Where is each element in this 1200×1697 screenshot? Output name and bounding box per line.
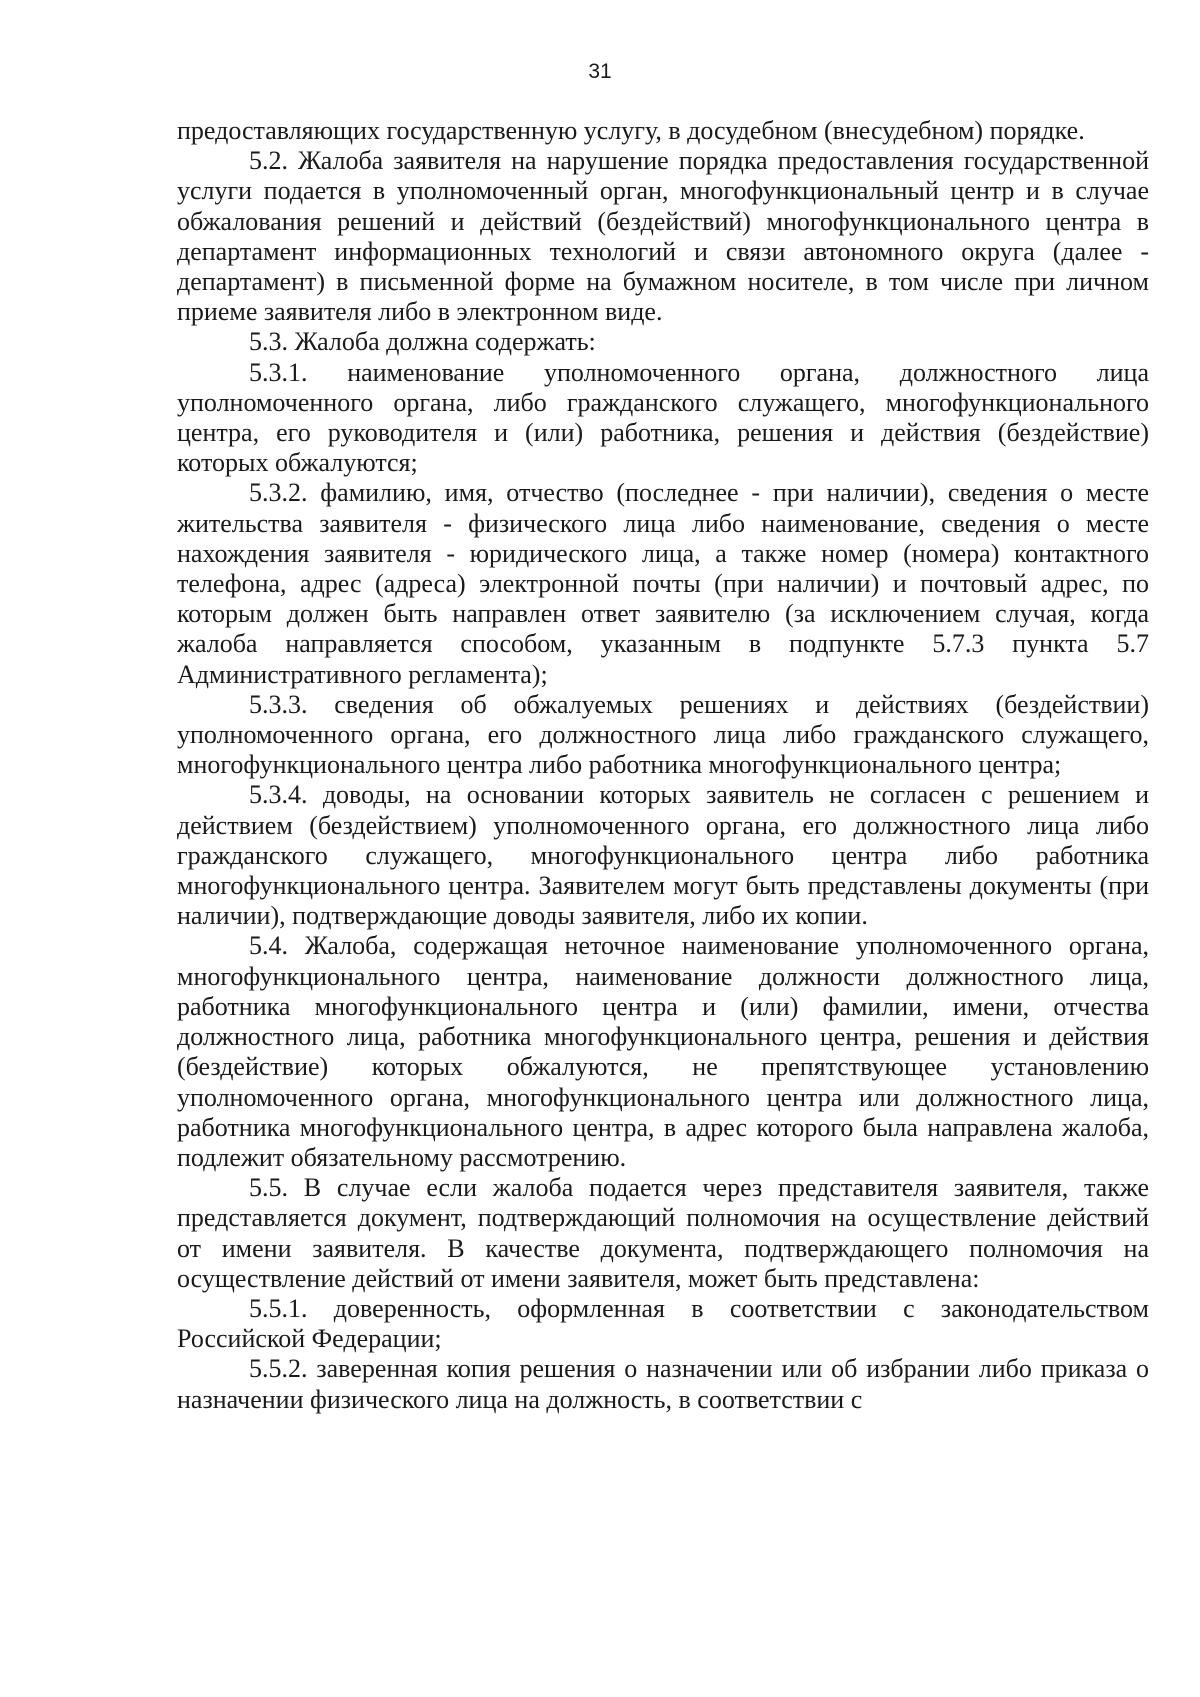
paragraph-5-4: 5.4. Жалоба, содержащая неточное наименование уполномоченного органа, многофункционального центра, наименование должности должностного лица, работника многофункционального центра и (или) фамилии, имени, отчества должностного лица, работника многофункционального центра, решения и действия (бездействие) которых обжалуются, не препятствующее установлению уполномоченного органа, многофункционального центра или должностного лица, работника многофункционального центра, в адрес которого была направлена жалоба, подлежит обязательному рассмотрению. — [177, 931, 1149, 1172]
paragraph-5-2: 5.2. Жалоба заявителя на нарушение порядка предоставления государственной услуги подается в уполномоченный орган, многофункциональный центр и в случае обжалования решений и действий (бездействий) многофункционального центра в департамент информационных технологий и связи автономного округа (далее - департамент) в письменной форме на бумажном носителе, в том числе при личном приеме заявителя либо в электронном виде. — [177, 146, 1149, 327]
page-number: 31 — [588, 60, 612, 83]
paragraph-continuation: предоставляющих государственную услугу, в досудебном (внесудебном) порядке. — [177, 116, 1085, 145]
paragraph-5-3-1: 5.3.1. наименование уполномоченного органа, должностного лица уполномоченного органа, либо гражданского служащего, многофункционального центра, его руководителя и (или) работника, решения и действия (бездействие) которых обжалуются; — [177, 357, 1149, 478]
paragraph-5-3-2: 5.3.2. фамилию, имя, отчество (последнее - при наличии), сведения о месте жительства заявителя - физического лица либо наименование, сведения о месте нахождения заявителя - юридического лица, а также номер (номера) контактного телефона, адрес (адреса) электронной почты (при наличии) и почтовый адрес, по которым должен быть направлен ответ заявителю (за исключением случая, когда жалоба направляется способом, указанным в подпункте 5.7.3 пункта 5.7 Административного регламента); — [177, 478, 1149, 689]
document-body — [177, 116, 1149, 1415]
paragraph-5-5-2: 5.5.2. заверенная копия решения о назначении или об избрании либо приказа о назначении физического лица на должность, в соответствии с — [177, 1354, 1149, 1414]
paragraph-5-5: 5.5. В случае если жалоба подается через представителя заявителя, также представляется документ, подтверждающий полномочия на осуществление действий от имени заявителя. В качестве документа, подтверждающего полномочия на осуществление действий от имени заявителя, может быть представлена: — [177, 1173, 1149, 1293]
paragraph-5-3-3: 5.3.3. сведения об обжалуемых решениях и действиях (бездействии) уполномоченного органа, его должностного лица либо гражданского служащего, многофункционального центра либо работника многофункционального центра; — [177, 689, 1149, 780]
paragraph-5-3: 5.3. Жалоба должна содержать: — [249, 327, 596, 357]
paragraph-5-5-1: 5.5.1. доверенность, оформленная в соответствии с законодательством Российской Федерации; — [177, 1293, 1149, 1354]
paragraph-5-3-4: 5.3.4. доводы, на основании которых заявитель не согласен с решением и действием (бездействием) уполномоченного органа, его должностного лица либо гражданского служащего, многофункционального центра либо работника многофункционального центра. Заявителем могут быть представлены документы (при наличии), подтверждающие доводы заявителя, либо их копии. — [177, 780, 1149, 931]
